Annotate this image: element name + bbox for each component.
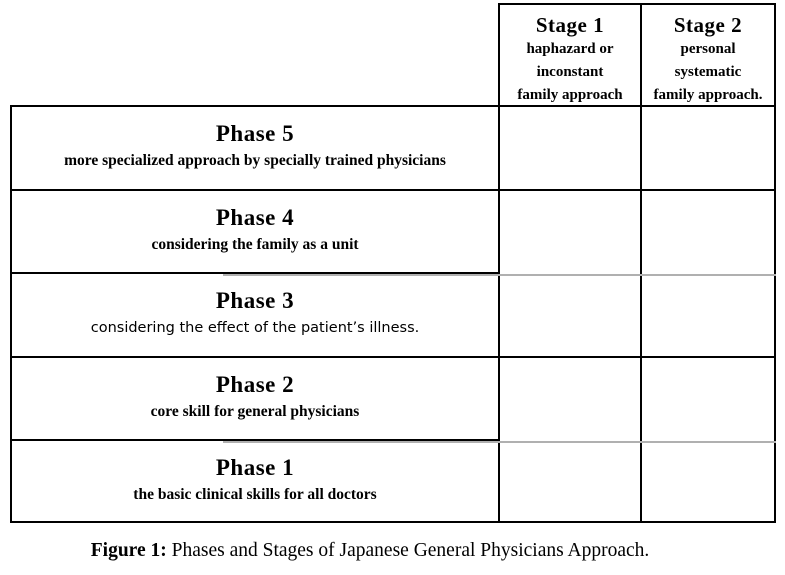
phase-subtitle: considering the effect of the patient’s illness. [90, 320, 420, 337]
phase-2-stage2-empty-cell [640, 356, 776, 440]
scan-artifact-line [223, 274, 776, 276]
figure-caption [0, 540, 740, 562]
phase-title: Phase 2 [215, 371, 295, 397]
phase-title: Phase 4 [215, 204, 295, 230]
stage1-header-cell [498, 3, 640, 105]
phase-3-stage2-empty-cell [640, 272, 776, 356]
phase-4-cell [10, 189, 498, 273]
phase-subtitle: the basic clinical skills for all doctors [133, 486, 377, 504]
figure-table [10, 3, 776, 523]
phase-5-cell [10, 105, 498, 189]
caption-label: Figure 1: [90, 540, 167, 561]
scan-artifact-line [223, 441, 776, 443]
phase-4-stage2-empty-cell [640, 189, 776, 273]
stage2-subtitle-line: systematic [674, 64, 742, 80]
stage1-title: Stage 1 [535, 13, 605, 37]
phase-1-stage2-empty-cell [640, 439, 776, 523]
phase-1-stage1-empty-cell [498, 439, 640, 523]
phase-title: Phase 3 [215, 288, 295, 314]
phase-5-stage2-empty-cell [640, 105, 776, 189]
phase-3-stage1-empty-cell [498, 272, 640, 356]
stage1-subtitle-line: inconstant [536, 64, 604, 80]
header-spacer-cell [10, 3, 498, 105]
phase-4-stage1-empty-cell [498, 189, 640, 273]
phase-title: Phase 5 [215, 121, 295, 146]
phase-subtitle: core skill for general physicians [150, 402, 360, 420]
phase-1-cell [10, 439, 498, 523]
phase-subtitle: more specialized approach by specially trained physicians [64, 152, 446, 169]
stage2-subtitle-line: family approach. [653, 87, 763, 103]
stage2-title: Stage 2 [673, 13, 743, 37]
phase-title: Phase 1 [215, 455, 295, 481]
stage1-subtitle-line: haphazard or [526, 41, 614, 57]
stage1-subtitle-line: family approach [517, 87, 623, 103]
phase-2-cell [10, 356, 498, 440]
phase-subtitle: considering the family as a unit [151, 235, 359, 253]
phase-5-stage1-empty-cell [498, 105, 640, 189]
stage2-subtitle-line: personal [680, 41, 736, 57]
phase-2-stage1-empty-cell [498, 356, 640, 440]
caption-text: Phases and Stages of Japanese General Physicians Approach. [166, 540, 650, 561]
stage2-header-cell [640, 3, 776, 105]
phase-3-cell [10, 272, 498, 356]
